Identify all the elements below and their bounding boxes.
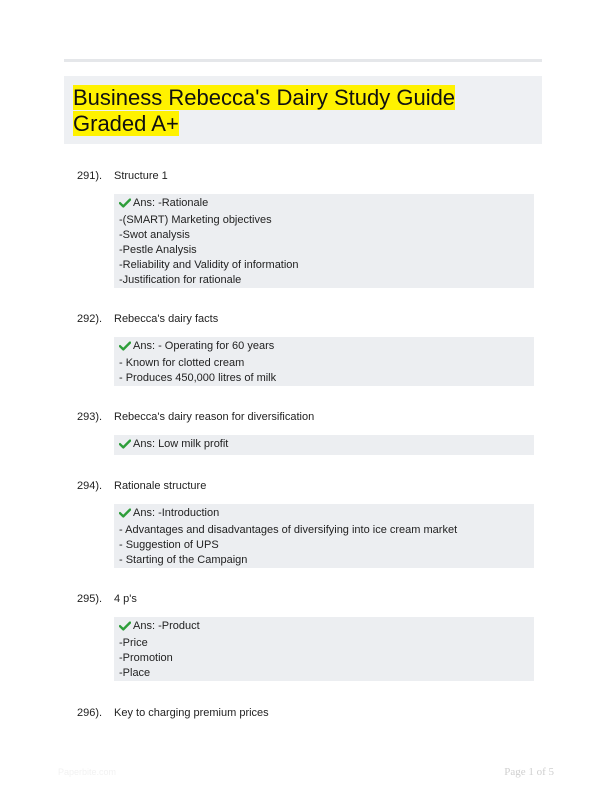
answer-line: - Known for clotted cream [119, 357, 245, 369]
answer-text: Ans: Low milk profit [133, 438, 229, 450]
answer-line: - Produces 450,000 litres of milk [119, 372, 277, 384]
answer-line: -Place [119, 667, 151, 679]
answer-line [119, 619, 534, 636]
answer-text: Ans: -Product [133, 620, 200, 632]
answer-box [114, 337, 534, 386]
check-icon [119, 341, 131, 356]
answer-line: - Advantages and disadvantages of diversifying into ice cream market [119, 524, 458, 536]
top-divider [64, 59, 542, 62]
answer-line: - Suggestion of UPS [119, 539, 219, 551]
question-number: 296). [77, 707, 103, 719]
question-number: 294). [77, 480, 103, 492]
check-icon [119, 198, 131, 213]
answer-line: -Justification for rationale [119, 274, 242, 286]
answer-line: -Price [119, 637, 148, 649]
check-icon [119, 508, 131, 523]
question-text: Rationale structure [114, 480, 207, 492]
answer-box [114, 194, 534, 288]
question-text: Structure 1 [114, 170, 168, 182]
document-title [73, 85, 528, 137]
answer-box [114, 617, 534, 681]
answer-text: Ans: -Introduction [133, 507, 220, 519]
answer-box [114, 435, 534, 455]
footer-watermark: Paperbite.com [58, 767, 117, 777]
check-icon [119, 439, 131, 454]
question-text: Rebecca's dairy reason for diversification [114, 411, 315, 423]
answer-line [119, 506, 534, 523]
question-text: Rebecca's dairy facts [114, 313, 219, 325]
question-number: 292). [77, 313, 103, 325]
answer-line [119, 196, 534, 213]
answer-line: -Swot analysis [119, 229, 190, 241]
answer-box [114, 504, 534, 568]
answer-text: Ans: - Operating for 60 years [133, 340, 275, 352]
answer-line: -(SMART) Marketing objectives [119, 214, 272, 226]
check-icon [119, 621, 131, 636]
page-indicator: Page 1 of 5 [504, 766, 554, 778]
question-text: 4 p's [114, 593, 137, 605]
title-banner [64, 76, 542, 144]
answer-text: Ans: -Rationale [133, 197, 209, 209]
question-text: Key to charging premium prices [114, 707, 269, 719]
answer-line: -Promotion [119, 652, 173, 664]
document-title-text: Business Rebecca's Dairy Study Guide Graded A+ [73, 85, 456, 136]
answer-line: -Reliability and Validity of information [119, 259, 299, 271]
question-number: 295). [77, 593, 103, 605]
answer-line [119, 339, 534, 356]
question-number: 291). [77, 170, 103, 182]
answer-line [119, 437, 534, 454]
answer-line: -Pestle Analysis [119, 244, 197, 256]
answer-line: - Starting of the Campaign [119, 554, 248, 566]
question-number: 293). [77, 411, 103, 423]
